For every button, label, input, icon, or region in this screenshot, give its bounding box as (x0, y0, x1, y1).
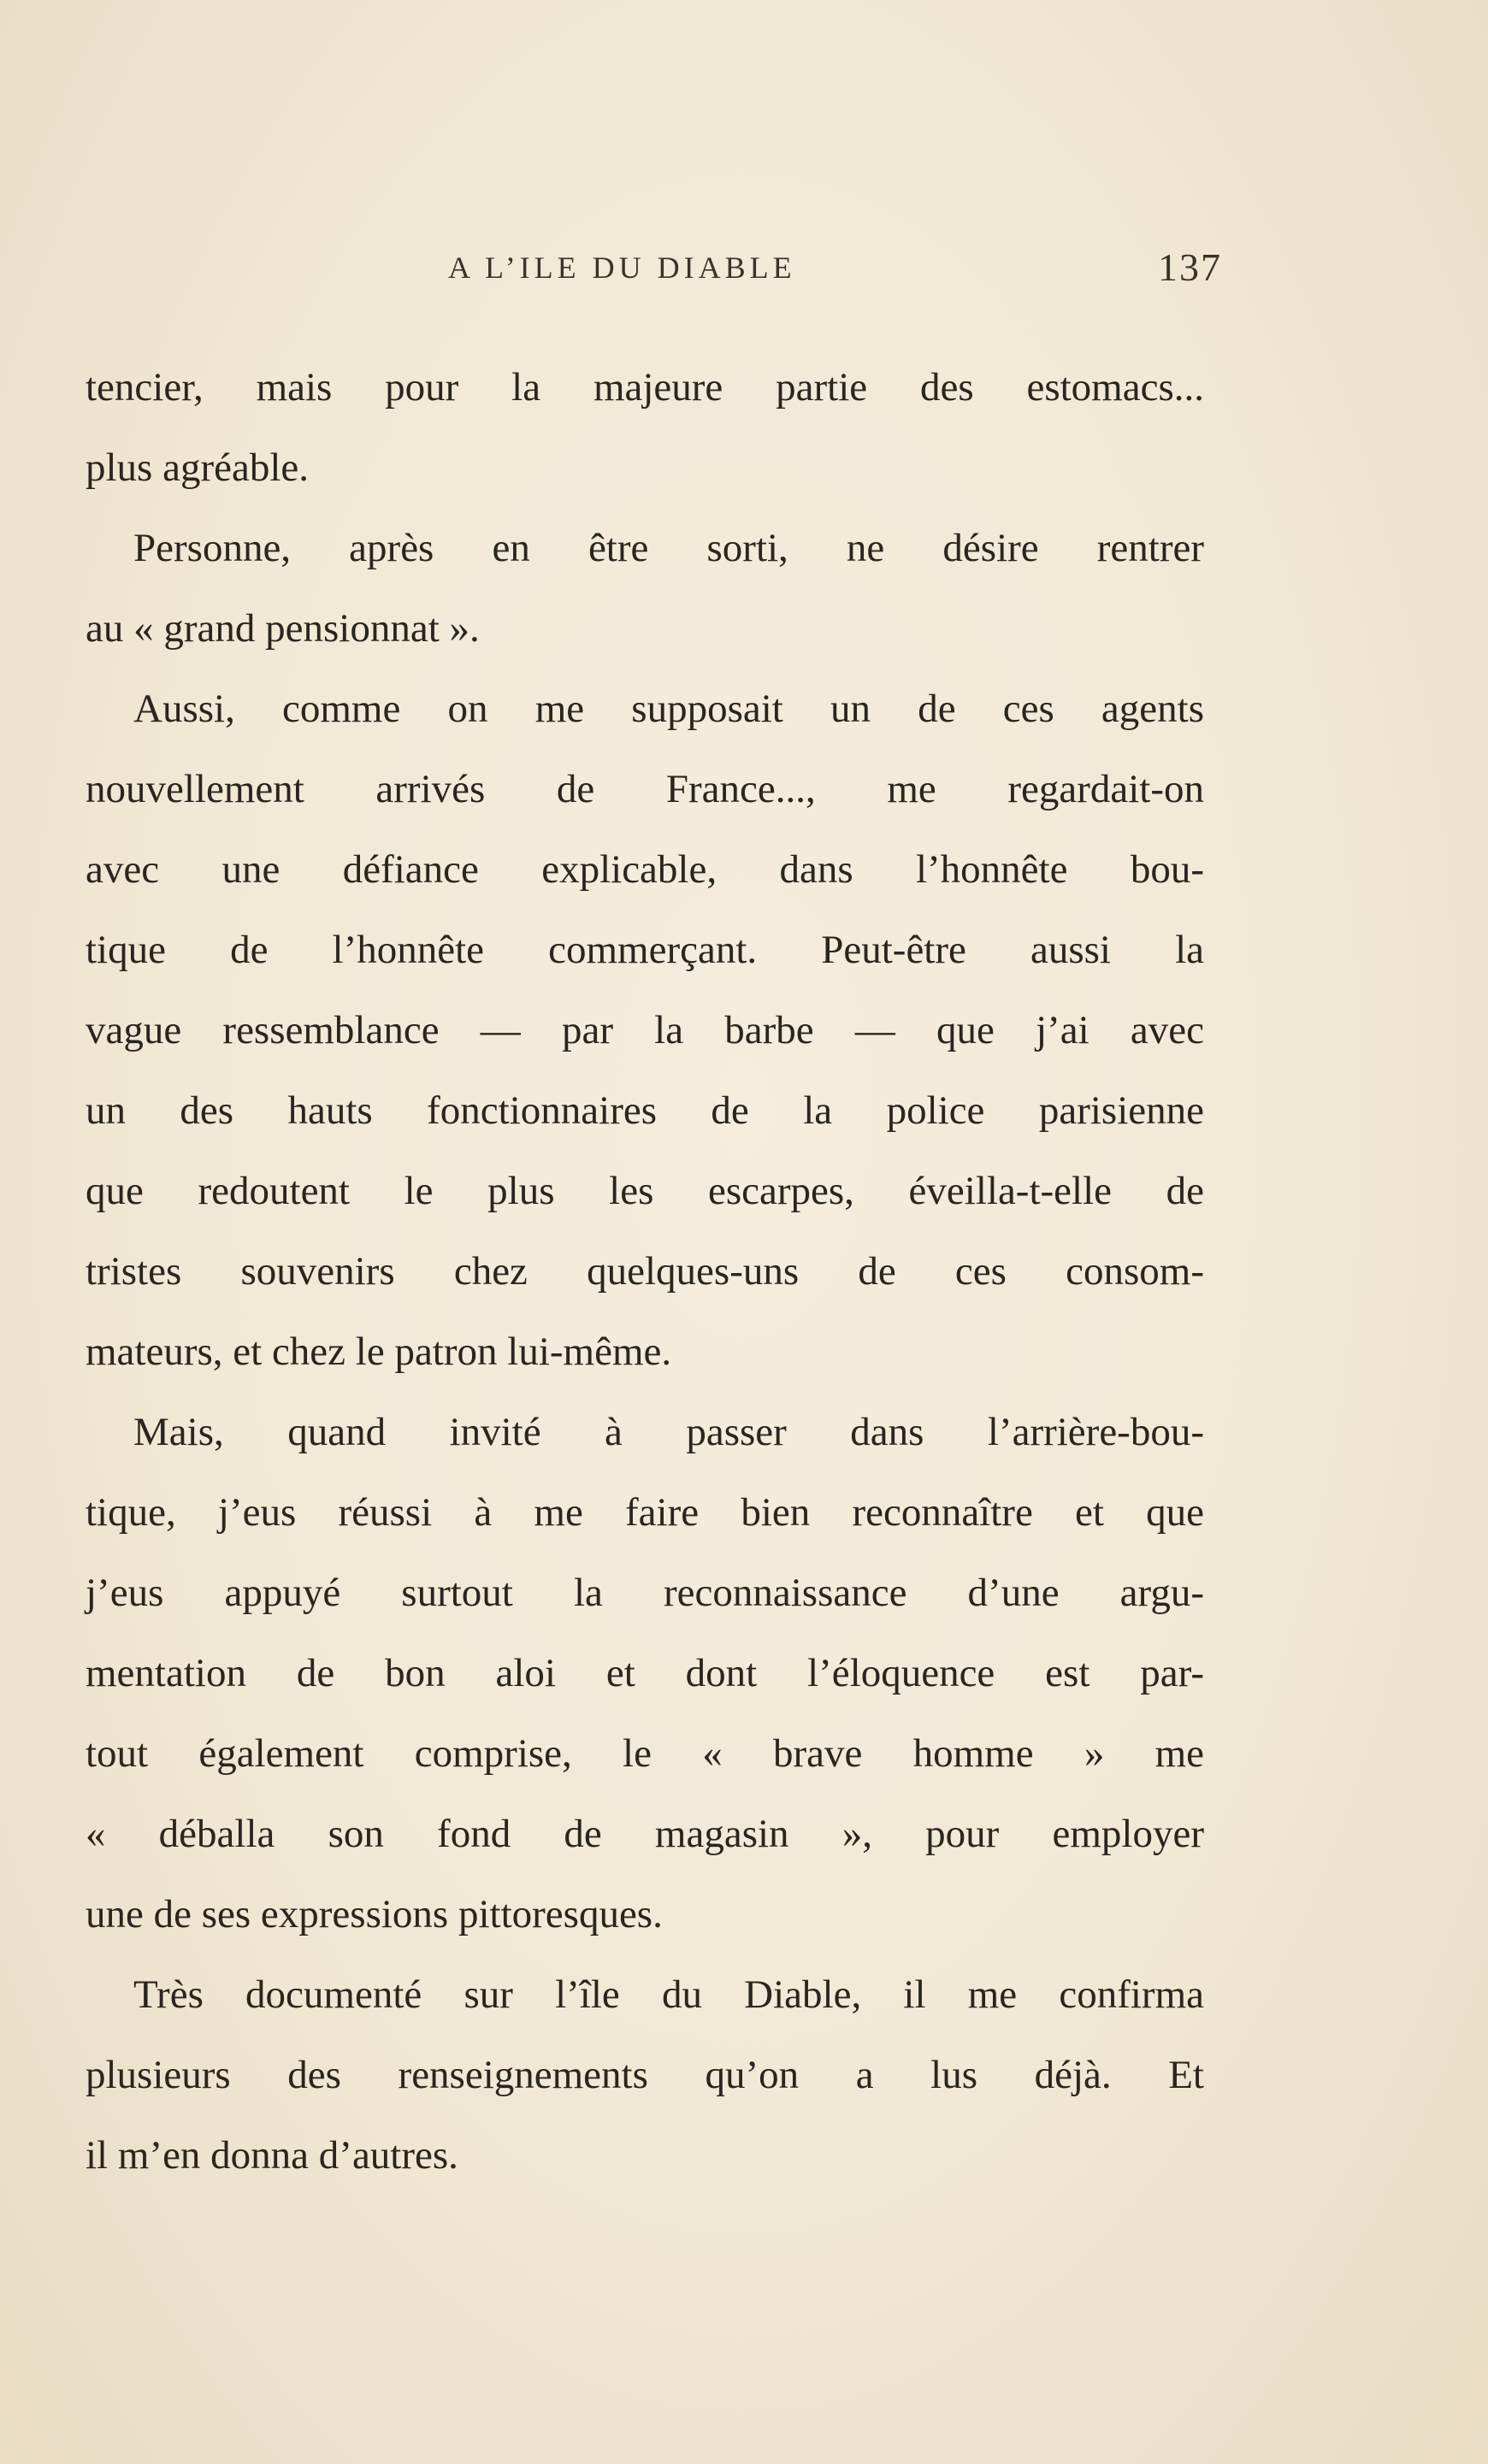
text-line: avec une défiance explicable, dans l’honnête bou- (86, 847, 1204, 892)
text-line: Mais, quand invité à passer dans l’arrière-bou- (133, 1410, 1204, 1454)
text-line: au « grand pensionnat ». (86, 606, 480, 651)
text-line: tique de l’honnête commerçant. Peut-être aussi la (86, 928, 1204, 972)
text-line: tristes souvenirs chez quelques-uns de ces consom- (86, 1249, 1204, 1294)
text-line: nouvellement arrivés de France..., me regardait-on (86, 767, 1204, 811)
body-text (86, 347, 1204, 2196)
text-line: une de ses expressions pittoresques. (86, 1892, 663, 1936)
text-line: Personne, après en être sorti, ne désire rentrer (133, 526, 1204, 570)
text-line: Aussi, comme on me supposait un de ces agents (133, 687, 1204, 731)
text-line: mateurs, et chez le patron lui-même. (86, 1329, 672, 1374)
text-line: tout également comprise, le « brave homme » me (86, 1731, 1204, 1776)
text-line: j’eus appuyé surtout la reconnaissance d’une argu- (86, 1571, 1204, 1615)
text-line: il m’en donna d’autres. (86, 2133, 458, 2178)
text-line: « déballa son fond de magasin », pour employer (86, 1812, 1204, 1856)
page-number: 137 (1158, 245, 1222, 289)
text-line: mentation de bon aloi et dont l’éloquence est par- (86, 1651, 1204, 1695)
text-line: tique, j’eus réussi à me faire bien reconnaître et que (86, 1490, 1204, 1535)
text-line: plusieurs des renseignements qu’on a lus déjà. Et (86, 2053, 1204, 2097)
text-line: un des hauts fonctionnaires de la police parisienne (86, 1088, 1204, 1133)
text-line: vague ressemblance — par la barbe — que j’ai avec (86, 1008, 1204, 1052)
running-title: A L’ILE DU DIABLE (448, 251, 796, 285)
text-line: tencier, mais pour la majeure partie des estomacs... (86, 365, 1204, 410)
text-line: que redoutent le plus les escarpes, éveilla-t-elle de (86, 1169, 1204, 1213)
text-line: Très documenté sur l’île du Diable, il me confirma (133, 1972, 1204, 2017)
text-line: plus agréable. (86, 445, 310, 490)
